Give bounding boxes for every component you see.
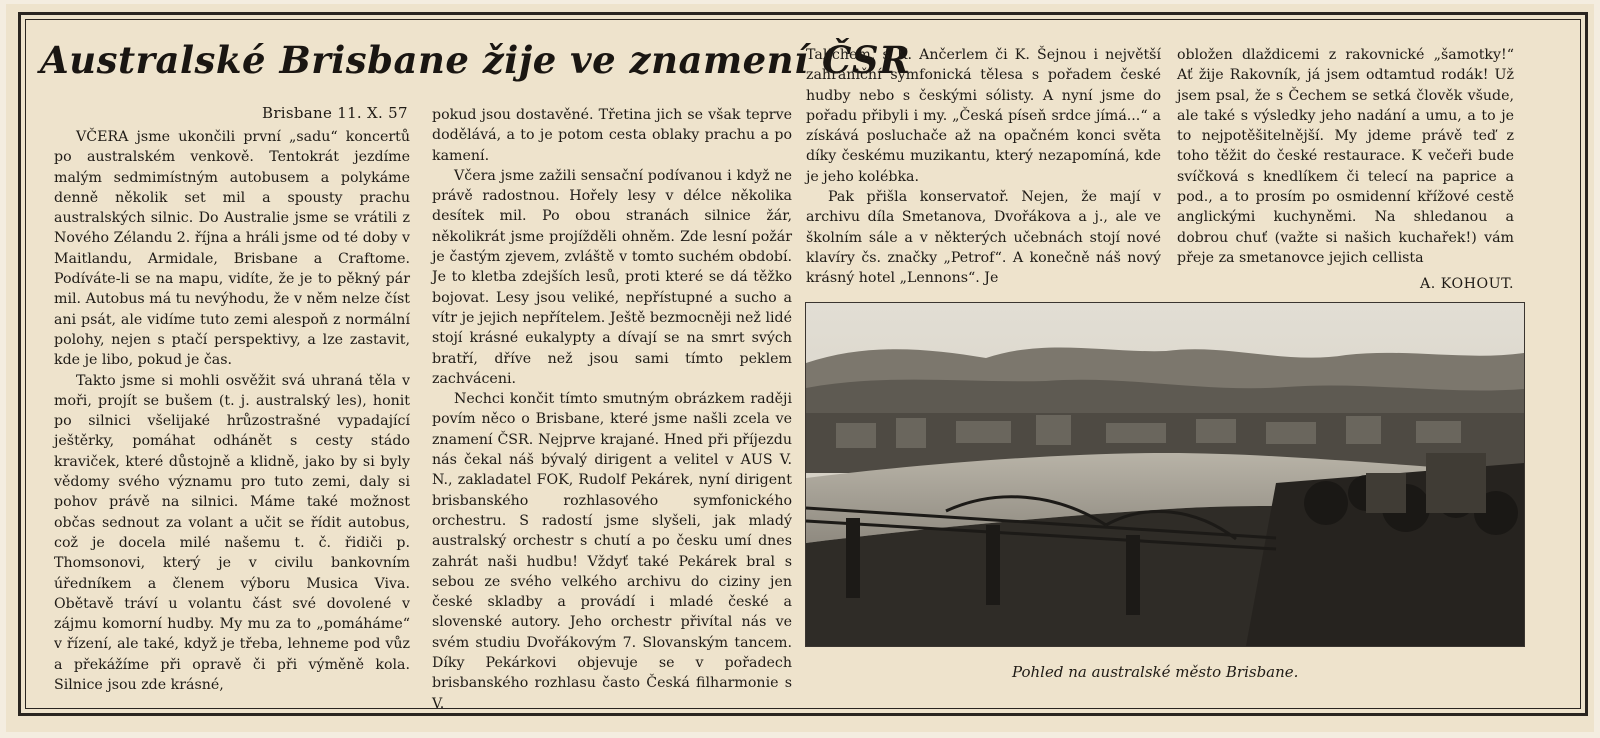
paragraph: Včera jsme zažili sensační podívanou i když ne právě radostnou. Hořely lesy v délce několika desítek mil. Po obou stranách silnice žár, několikrát jsme projížděli ohněm. Zde lesní požár je častým zjevem, zvláště v tomto suchém období. Je to kletba zdejších lesů, proti které se dá těžko bojovat. Lesy jsou veliké, nepřístupné a sucho a vítr je jejich nepřítelem. Ještě bezmocněji než lidé stojí krásné eukalypty a dívají se na smrt svých bratří, dříve než jsou sami tímto peklem zachváceni. — [432, 167, 792, 387]
author-signature: A. KOHOUT. — [1420, 276, 1514, 293]
article-column-2 — [432, 105, 792, 712]
paragraph: obložen dlaždicemi z rakovnické „šamotky!“ Ať žije Rakovník, já jsem odtamtud rodák! Už jsem psal, že s Čechem se setká člověk všude, ale také s výsledky jeho nadání a umu, a to je to nejpotěšitelnější. My jdeme právě teď z toho těžit do české restaurace. K večeři bude svíčková s knedlíkem či telecí na paprice a pod., a to prosím po osmidenní křížové cestě anglickými kuchyněmi. Na shledanou a dobrou chuť (važte si našich kuchařek!) vám přeje za smetanovce jejich cellista — [1177, 47, 1514, 266]
dateline: Brisbane 11. X. 57 — [262, 104, 408, 122]
paragraph: VČERA jsme ukončili první „sadu“ koncertů po australském venkově. Tentokrát jezdíme malým sedmimístným autobusem a polykáme denně několik set mil a spousty prachu australských silnic. Do Australie jsme se vrátili z Nového Zélandu 2. října a hráli jsme od té doby v Maitlandu, Armidale, Brisbane a Craftome. Podíváte-li se na mapu, vidíte, že je to pěkný pár mil. Autobus má tu nevýhodu, že v něm nelze číst ani psát, ale vidíme tuto zemi alespoň z normální polohy, nejen s ptačí perspektivy, a lze zastavit, kde je libo, pokud je čas. — [54, 129, 410, 369]
paragraph: Takto jsme si mohli osvěžit svá uhraná těla v moři, projít se bušem (t. j. australský les), honit po silnici všelijaké hrůzostrašné vypadající ještěrky, pomáhat odhánět s cesty stádo kraviček, které důstojně a klidně, jako by si byly vědomy svého významu pro tuto zemi, daly si pohov právě na silnici. Máme také možnost občas sednout za volant a učit se řídit autobus, což je docela milé našemu t. č. řidiči p. Thomsonovi, který je v civilu bankovním úředníkem a členem výboru Musica Viva. Obětavě tráví u volantu část své dovolené v zájmu komorní hudby. My mu za to „pomáháme“ v řízení, ale také, když je třeba, lehneme pod vůz a překážíme při opravě či při výměně kola. Silnice jsou zde krásné, — [54, 372, 410, 694]
article-column-3 — [806, 45, 1161, 295]
article-column-1 — [54, 127, 410, 697]
paragraph: Pak přišla konservatoř. Nejen, že mají v archivu díla Smetanova, Dvořákova a j., ale ve školním sále a v některých učebnách stojí nové klavíry čs. značky „Petrof“. A konečně náš nový krásný hotel „Lennons“. Je — [806, 189, 1161, 287]
article-column-4 — [1177, 45, 1514, 295]
article-headline: Australské Brisbane žije ve znamení ČSR — [40, 38, 911, 82]
paragraph: Talichem, s K. Ančerlem či K. Šejnou i největší zahraniční symfonická tělesa s pořadem české hudby nebo s českými sólisty. A nyní jsme do pořadu přibyli i my. „Česká píseň srdce jímá...“ a získává posluchače až na opačném konci světa díky českému muzikantu, který nezapomíná, kde je jeho kolébka. — [806, 47, 1161, 185]
paragraph: pokud jsou dostavěné. Třetina jich se však teprve dodělává, a to je potom cesta oblaky prachu a po kamení. — [432, 107, 792, 164]
photo-caption: Pohled na australské město Brisbane. — [1012, 663, 1299, 681]
paragraph: Nechci končit tímto smutným obrázkem raději povím něco o Brisbane, které jsme našli zcela ve znamení ČSR. Nejprve krajané. Hned při příjezdu nás čekal náš bývalý dirigent a velitel v AUS V. N., zakladatel FOK, Rudolf Pekárek, nyní dirigent brisbanského rozhlasového symfonického orchestru. S radostí jsme slyšeli, jak mladý australský orchestr s chutí a po česku umí dnes zahrát naši hudbu! Vždyť také Pekárek bral s sebou ze svého velkého archivu do ciziny jen české skladby a provádí i mladé české a slovenské autory. Jeho orchestr přivítal nás ve svém studiu Dvořákovým 7. Slovanským tancem. Díky Pekárkovi objevuje se v pořadech brisbanského rozhlasu často Česká filharmonie s V. — [432, 391, 792, 712]
brisbane-photo-illustration — [806, 303, 1524, 646]
city-photo — [805, 302, 1525, 647]
